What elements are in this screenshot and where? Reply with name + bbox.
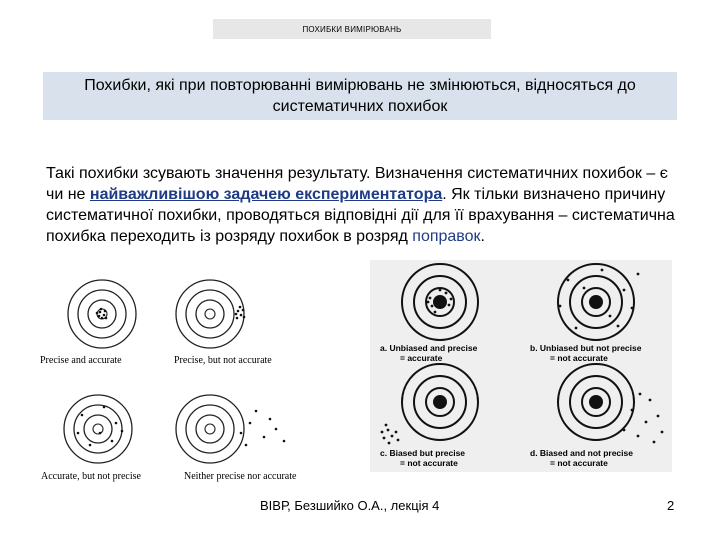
target-accurate-not-precise [64,395,132,463]
definition-text: Похибки, які при повторюванні вимірювань не змінюються, відносяться до систематичних похибок [84,77,636,115]
caption-a-line1: a. Unbiased and precise [380,343,478,353]
emphasized-phrase[interactable]: найважливішою задачею експериментатора [89,186,443,203]
body-text-part-1: Такі похибки зсувають значення результату. Визначення систематичних похибок – є чи не [46,165,668,203]
slide-footer: ВІВР, Безшийко О.А., лекція 4 [260,498,440,513]
caption-d-line2: = not accurate [550,458,608,468]
caption-b-line1: b. Unbiased but not precise [530,343,642,353]
body-text-part-3: . [480,228,485,245]
target-c-biased-precise [381,364,478,444]
left-target-figure [38,273,328,491]
target-d-biased-not-precise [558,364,663,443]
target-a-unbiased-precise [402,264,478,340]
slide-header [213,19,491,39]
page-number: 2 [667,498,675,513]
caption-c-line2: = not accurate [400,458,458,468]
target-precise-not-accurate [176,280,245,348]
right-target-figure [370,260,672,472]
target-precise-accurate [68,280,136,348]
caption-precise-not-accurate: Precise, but not accurate [174,355,272,366]
caption-d-line1: d. Biased and not precise [530,448,633,458]
target-b-unbiased-not-precise [558,264,639,340]
definition-box [43,72,677,120]
body-paragraph [46,163,686,247]
body-text-part-2: . Як тільки визначено причину систематичної похибки, проводяться відповідні дії для її врахування – систематична похибка переходить із розряду похибок в розряд [46,186,675,245]
caption-a-line2: = accurate [400,353,443,363]
caption-c-line1: c. Biased but precise [380,448,466,458]
caption-neither: Neither precise nor accurate [184,471,297,482]
corrections-link[interactable]: поправок [412,228,481,245]
caption-accurate-not-precise: Accurate, but not precise [41,471,141,482]
target-neither [176,395,285,463]
slide-header-text: ПОХИБКИ ВИМІРЮВАНЬ [302,24,402,34]
caption-b-line2: = not accurate [550,353,608,363]
caption-precise-accurate: Precise and accurate [40,355,122,366]
